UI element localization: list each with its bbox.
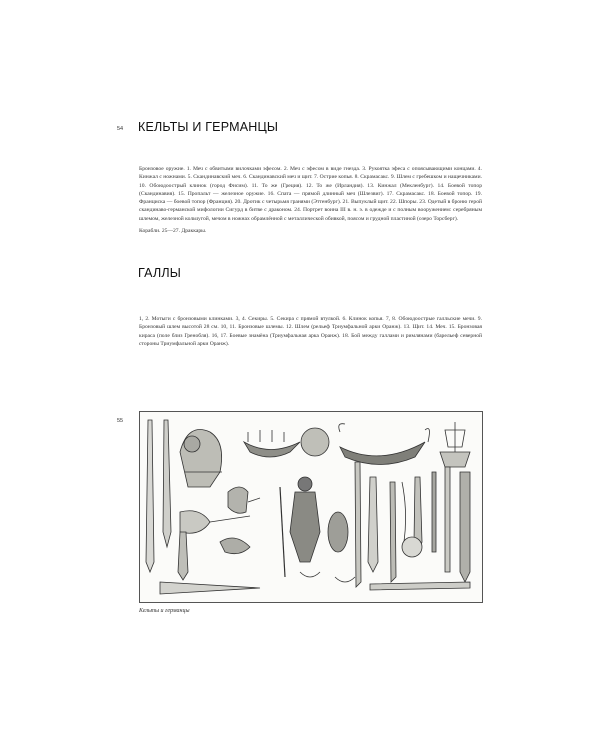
spear xyxy=(280,487,285,577)
spear-right xyxy=(390,482,396,582)
section-title-celts-germans: КЕЛЬТЫ И ГЕРМАНЦЫ xyxy=(138,120,279,134)
plate-caption: Кельты и германцы xyxy=(139,608,190,614)
shield-boss xyxy=(184,436,200,452)
weapons-engraving xyxy=(140,412,482,602)
warrior-head xyxy=(298,477,312,491)
sword-1 xyxy=(146,420,154,572)
warrior-shield xyxy=(328,512,348,552)
axe-blade xyxy=(180,511,210,534)
ship-small xyxy=(244,442,300,457)
dagger xyxy=(178,532,188,580)
section-title-gauls: ГАЛЛЫ xyxy=(138,266,182,280)
sword-bottom-1 xyxy=(160,582,260,594)
sword-bottom-2 xyxy=(370,582,470,590)
ships-note: Корабли. 25—27. Драккары. xyxy=(139,228,207,234)
sword-right-1 xyxy=(355,462,361,587)
illustration-plate xyxy=(139,411,483,603)
round-shield xyxy=(402,537,422,557)
spear-long xyxy=(445,467,450,572)
shield-fragment xyxy=(220,538,250,554)
warrior-body xyxy=(290,492,320,562)
page-number-top: 54 xyxy=(117,126,124,132)
sword-2 xyxy=(163,420,171,547)
axe-head xyxy=(228,487,248,513)
spurs xyxy=(300,572,320,577)
weapons-description-paragraph: Бронзовое оружие. 1. Меч с обвитыми вилочками эфесом. 2. Меч с эфесом в виде гнезда. 3. Рукоятка эфеса с опоясывающими концами. 4. Кинжал с ножнами. 5. Скандинавский меч. 6. Скандинавский меч и щит. 7. Острие копья. 8. Скрамасакс. 9. Шлем с гребешком и нащечниками. 10. Обоюдоострый клинок (город Фисим). 11. То же (Греция). 12. То же (Ирландия). 13. Кинжал (Мекленбург). 14. Боевой топор (Скандинавия). 15. Пропальт — железное оружие. 16. Спата — прямой длинный меч (Шлезвиг). 17. Скрамасакс. 18. Боевой топор. 19. Франциска — боевой топор (Франция). 20. Дротик с четырьмя гранями (Эттенбург). 21. Выпуклый щит. 22. Шпоры. 23. Одетый в броню герой скандинаво-германской мифологии Сигурд в битве с драконом. 24. Портрет воина III в. н. э. в одежде и с полным вооружением: серебряным шлемом, железной кольчугой, мечом в ножнах обрамлённой с металлической обивкой, поясом и грудной пластиной (озеро Торсберг). xyxy=(139,166,482,222)
round-plaque xyxy=(301,428,329,456)
sword-right-2 xyxy=(368,477,378,572)
ship-sail xyxy=(440,452,470,467)
page-number-plate: 55 xyxy=(117,418,124,424)
spearhead xyxy=(460,472,470,582)
drakkar xyxy=(340,442,425,465)
gauls-description-paragraph: 1, 2. Мотыги с бронзовыми клинками. 3, 4. Секиры. 5. Секира с прямой втулкой. 6. Клинок копья. 7, 8. Обоюдоострые галльские мечи. 9. Бронзовый шлем высотой 28 см. 10, 11. Бронзовые шлемы. 12. Шлем (рельеф Триумфальной арки Оранж). 13. Щит. 14. Меч. 15. Бронзовая кираса (поле близ Гренобля). 16, 17. Боевые знамёна (Триумфальная арка Оранж). 18. Бой между галлами и римлянами (барельеф северной стороны Триумфальной арки Оранж). xyxy=(139,316,482,347)
